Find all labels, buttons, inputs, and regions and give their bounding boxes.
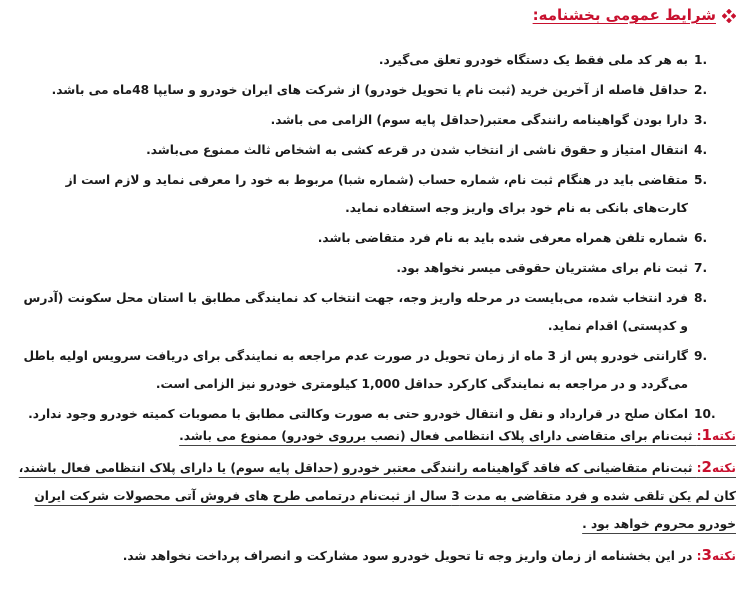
note-label: نکته3: [696, 546, 736, 564]
item-text: متقاضی باید در هنگام ثبت نام، شماره حساب (شماره شبا) مربوط به خود را معرفی نماید و لازم است از کارت‌های بانکی به نام خود برای واریز وجه استفاده نماید. [65, 173, 688, 215]
item-text: فرد انتخاب شده، می‌بایست در مرحله واریز وجه، جهت انتخاب کد نمایندگی مطابق با استان محل سکونت (آدرس و کدپستی) اقدام نماید. [23, 291, 688, 333]
item-number: 10. [694, 407, 716, 421]
title-row [533, 6, 736, 24]
note-text: در این بخشنامه از زمان واریز وجه تا تحویل خودرو سود مشارکت و انصراف پرداخت نخواهد شد. [122, 549, 697, 563]
item-number: 3. [694, 113, 708, 127]
notes-section [16, 421, 736, 570]
item-text: دارا بودن گواهینامه رانندگی معتبر(حداقل پایه سوم) الزامی می باشد. [270, 113, 688, 127]
item-number: 5. [694, 173, 708, 187]
note-3 [16, 541, 736, 570]
note-label: نکته2: [696, 458, 736, 476]
item-text: به هر کد ملی فقط یک دستگاه خودرو تعلق می‌گیرد. [378, 53, 688, 67]
conditions-list [18, 46, 716, 428]
item-number: 4. [694, 143, 708, 157]
note-2 [16, 453, 736, 538]
item-text: امکان صلح در قرارداد و نقل و انتقال خودرو حتی به صورت وکالتی مطابق با مصوبات کمیته خودرو وجود ندارد. [28, 407, 688, 421]
list-item [18, 136, 708, 164]
item-text: ثبت نام برای مشتریان حقوقی میسر نخواهد بود. [396, 261, 688, 275]
list-item [18, 284, 708, 340]
list-item [18, 254, 708, 282]
note-text: ثبت‌نام متقاضیانی که فاقد گواهینامه رانندگی معتبر خودرو (حداقل پایه سوم) یا دارای پلاک انتظامی فعال باشند، کان لم یکن تلقی شده و فرد متقاضی به مدت 3 سال از ثبت‌نام درتمامی طرح های فروش آتی محصولات شرکت ایران خودرو محروم خواهد بود . [18, 461, 736, 531]
note-text: ثبت‌نام برای متقاضی دارای پلاک انتظامی فعال (نصب برروی خودرو) ممنوع می باشد. [179, 429, 697, 443]
four-diamond-bullet-icon [722, 8, 736, 22]
list-item [18, 76, 708, 104]
note-1 [16, 421, 736, 450]
list-item [18, 106, 708, 134]
item-number: 2. [694, 83, 708, 97]
item-text: انتقال امتیاز و حقوق ناشی از انتخاب شدن در قرعه کشی به اشخاص ثالث ممنوع می‌باشد. [146, 143, 688, 157]
item-text: حداقل فاصله از آخرین خرید (ثبت نام یا تحویل خودرو) از شرکت های ایران خودرو و سایپا 48ماه می باشد. [51, 83, 688, 97]
page-title: شرایط عمومی بخشنامه: [532, 6, 716, 24]
list-item [18, 342, 708, 398]
item-number: 6. [694, 231, 708, 245]
item-number: 7. [694, 261, 708, 275]
list-item [18, 224, 708, 252]
item-number: 1. [694, 53, 708, 67]
item-text: شماره تلفن همراه معرفی شده باید به نام فرد متقاضی باشد. [317, 231, 688, 245]
item-text: گارانتی خودرو پس از 3 ماه از زمان تحویل در صورت عدم مراجعه به نمایندگی برای دریافت سرویس اولیه باطل می‌گردد و در مراجعه به نمایندگی کارکرد حداقل 1,000 کیلومتری خودرو نیز الزامی است. [23, 349, 688, 391]
item-number: 9. [694, 349, 708, 363]
list-item [18, 46, 708, 74]
note-label: نکته1: [696, 426, 736, 444]
list-item [18, 166, 708, 222]
item-number: 8. [694, 291, 708, 305]
